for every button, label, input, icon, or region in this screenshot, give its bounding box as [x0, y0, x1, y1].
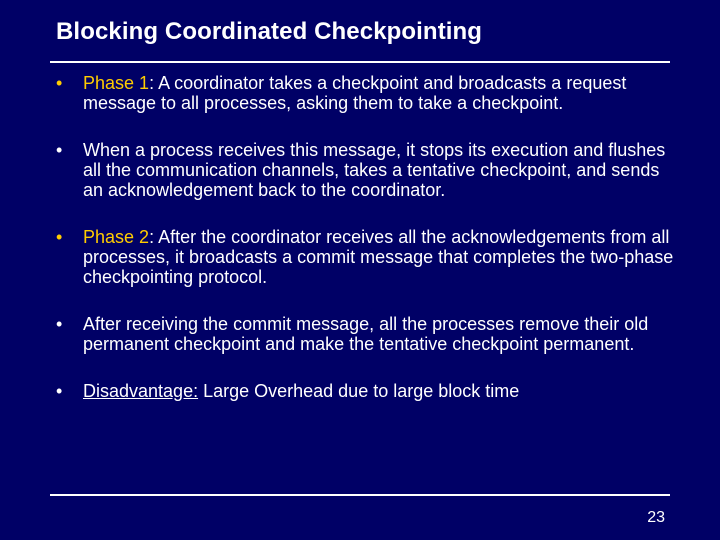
bullet-list [56, 73, 676, 428]
page-number: 23 [647, 509, 665, 526]
bullet-text: After receiving the commit message, all the processes remove their old permanent checkpoint and make the tentative checkpoint permanent. [83, 314, 649, 354]
bullet-marker: • [56, 73, 63, 93]
footer-divider [50, 494, 670, 496]
bullet-text: : A coordinator takes a checkpoint and broadcasts a request message to all processes, asking them to take a checkpoint. [83, 73, 627, 113]
bullet-text: Large Overhead due to large block time [198, 381, 520, 401]
title-divider [50, 61, 670, 63]
bullet-commit [56, 314, 676, 354]
bullet-text: : After the coordinator receives all the acknowledgements from all processes, it broadcasts a commit message that completes the two-phase checkpointing protocol. [83, 227, 674, 287]
bullet-phase-1 [56, 73, 676, 113]
bullet-marker: • [56, 314, 63, 334]
bullet-marker: • [56, 140, 63, 160]
bullet-marker: • [56, 381, 63, 401]
bullet-text: When a process receives this message, it stops its execution and flushes all the communication channels, takes a tentative checkpoint, and sends an acknowledgement back to the coordinator. [83, 140, 666, 200]
bullet-marker: • [56, 227, 63, 247]
bullet-phase-2 [56, 227, 676, 287]
slide-title: Blocking Coordinated Checkpointing [56, 18, 483, 45]
bullet-process-receives [56, 140, 676, 200]
bullet-lead: Phase 1 [83, 73, 150, 93]
bullet-lead: Disadvantage: [83, 381, 199, 401]
bullet-lead: Phase 2 [83, 227, 150, 247]
bullet-disadvantage [56, 381, 676, 401]
